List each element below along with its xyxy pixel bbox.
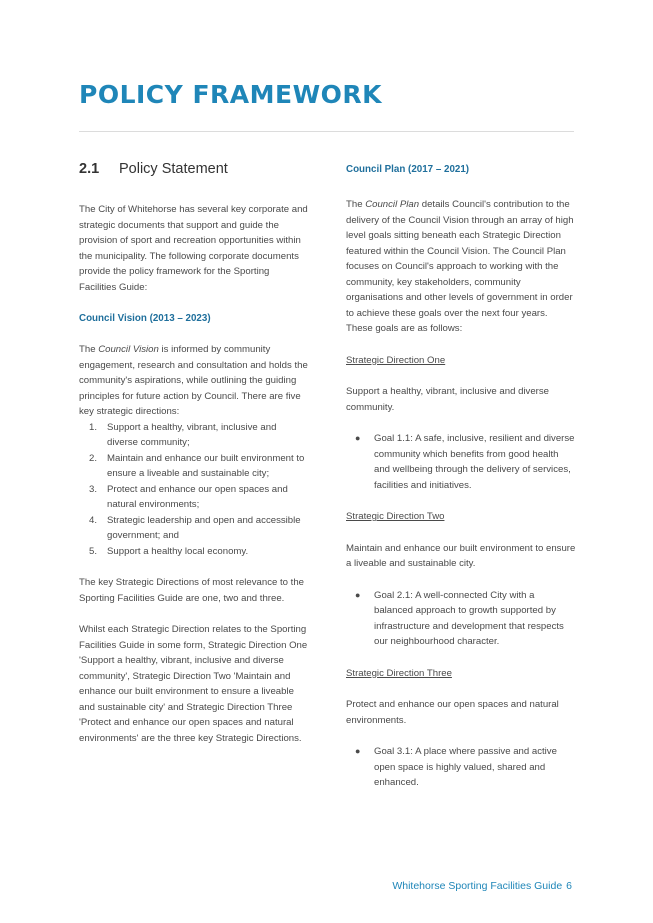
list-number: 4.: [89, 514, 98, 526]
council-vision-heading: Council Vision (2013 – 2023): [79, 313, 211, 324]
list-number: 2.: [89, 452, 98, 464]
direction-one-text: Support a healthy, vibrant, inclusive and diverse community.: [346, 386, 550, 413]
list-item: [79, 451, 309, 482]
strategic-direction-one-heading: Strategic Direction One: [346, 354, 446, 366]
goal-text: Goal 2.1: A well-connected City with a balanced approach to growth supported by infrastructure and development that respects our neighbourhood character.: [374, 589, 564, 647]
council-plan-heading: Council Plan (2017 – 2021): [346, 164, 470, 175]
list-item: [346, 431, 576, 493]
list-item: [346, 744, 576, 791]
list-text: Protect and enhance our open spaces and natural environments;: [107, 483, 288, 510]
section-number: 2.1: [79, 161, 100, 177]
strategic-direction-two-heading: Strategic Direction Two: [346, 511, 445, 522]
section-title: Policy Statement: [119, 161, 228, 177]
direction-two-text: Maintain and enhance our built environment to ensure a liveable and sustainable city.: [346, 542, 576, 569]
page-number: 6: [566, 880, 572, 892]
page-title: POLICY FRAMEWORK: [79, 80, 383, 109]
list-item: [79, 513, 309, 544]
direction-three-text: Protect and enhance our open spaces and natural environments.: [346, 699, 559, 726]
direction-one-goals: [346, 431, 576, 493]
direction-three-goals: [346, 744, 576, 791]
bullet-icon: ●: [355, 433, 361, 443]
list-item: [346, 588, 576, 650]
plan-paragraph: [346, 197, 576, 337]
footer-title: Whitehorse Sporting Facilities Guide: [392, 880, 563, 892]
direction-two-goals: [346, 588, 576, 650]
whilst-paragraph: Whilst each Strategic Direction relates to the Sporting Facilities Guide in some form, Strategic Direction One 'Support a healthy, vibrant, inclusive and diverse community', Strategic Direction Two 'Maintain and enhance our built environment to ensure a liveable and sustainable city' and Strategic Direction Three 'Protect and enhance our open spaces and natural environments' are the three key Strategic Directions.: [79, 624, 308, 744]
page-footer: [392, 880, 572, 892]
plan-suffix: details Council's contribution to the delivery of the Council Vision through an array of high level goals sitting beneath each Strategic Direction featured within the Council Vision. The Council Plan focuses on Council's approach to working with the community, key stakeholders, community organisations and other levels of government in order to achieve these goals over the next four years. These goals are as follows:: [346, 199, 574, 334]
list-item: [79, 420, 309, 451]
relevance-paragraph: The key Strategic Directions of most relevance to the Sporting Facilities Guide are one, two and three.: [79, 577, 305, 604]
bullet-icon: ●: [355, 589, 361, 600]
goal-text: Goal 1.1: A safe, inclusive, resilient and diverse community which benefits from good health and wellbeing through the delivery of services, facilities and initiatives.: [374, 433, 575, 491]
left-column: [79, 158, 309, 746]
vision-intro-paragraph: [79, 342, 309, 420]
bullet-icon: ●: [355, 746, 361, 756]
list-text: Support a healthy, vibrant, inclusive and diverse community;: [107, 421, 277, 448]
vision-intro-suffix: is informed by community engagement, research and consultation and holds the community's aspirations, while outlining the guiding principles for future action by Council. There are five key strategic directions:: [79, 344, 308, 417]
list-text: Maintain and enhance our built environment to ensure a liveable and sustainable city;: [107, 452, 305, 479]
plan-italic: Council Plan: [365, 199, 420, 210]
list-number: 5.: [89, 545, 98, 557]
list-number: 3.: [89, 483, 98, 495]
list-item: [79, 544, 309, 560]
list-item: [79, 482, 309, 513]
vision-intro-italic: Council Vision: [98, 344, 159, 355]
strategic-direction-three-heading: Strategic Direction Three: [346, 667, 452, 679]
section-heading: [79, 160, 309, 178]
plan-prefix: The: [346, 199, 366, 210]
goal-text: Goal 3.1: A place where passive and active open space is highly valued, shared and enhanced.: [374, 746, 557, 788]
list-text: Strategic leadership and open and accessible government; and: [107, 514, 301, 541]
intro-paragraph: The City of Whitehorse has several key corporate and strategic documents that support and guide the provision of sport and recreation opportunities within the municipality. The following corporate documents provide the policy framework for the Sporting Facilities Guide:: [79, 204, 308, 293]
list-text: Support a healthy local economy.: [107, 545, 249, 557]
right-column: [346, 158, 576, 791]
vision-intro-prefix: The: [79, 344, 99, 355]
title-divider: [79, 131, 574, 132]
list-number: 1.: [89, 421, 98, 433]
strategic-directions-list: [79, 420, 309, 560]
